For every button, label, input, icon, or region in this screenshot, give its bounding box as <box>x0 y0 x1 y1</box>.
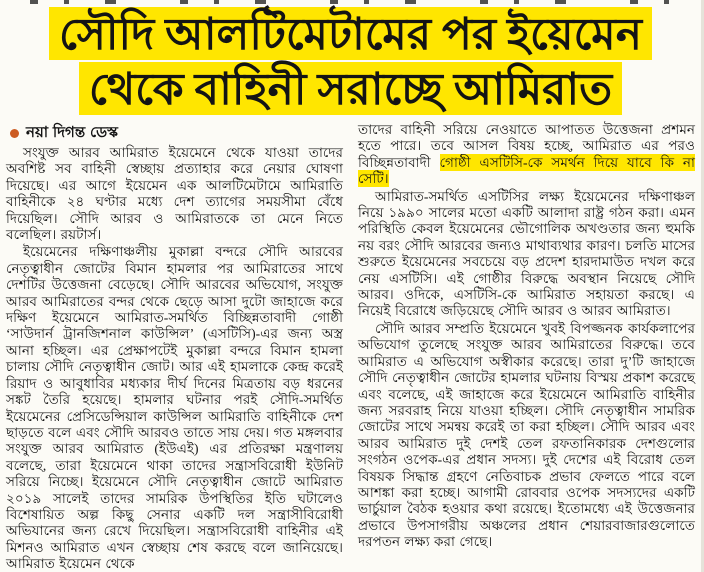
byline-label: নয়া দিগন্ত ডেস্ক <box>26 124 118 141</box>
paragraph-continued <box>358 122 695 188</box>
paragraph: সংযুক্ত আরব আমিরাত ইয়েমেনে থেকে যাওয়া তাদের অবশিষ্ট সব বাহিনী স্বেচ্ছায় প্রত্যাহার করে নেয়ার ঘোষণা দিয়েছে। এর আগে ইয়েমেন এক আলটিমেটামে আমিরাতি বাহিনীকে ২৪ ঘণ্টার মধ্যে দেশ ত্যাগের সময়সীমা বেঁধে দিয়েছিল। সৌদি আরব ও আমিরাতকে তা মেনে নিতে বলেছিল। রয়টার্স। <box>6 145 343 243</box>
cropped-text-artifact <box>0 0 701 4</box>
headline-line-1 <box>0 7 701 62</box>
headline-line-2 <box>0 62 701 117</box>
article-body <box>0 120 701 572</box>
byline-bullet-icon <box>10 129 19 138</box>
byline <box>10 124 343 142</box>
headline-highlight-2: থেকে বাহিনী সরাচ্ছে আমিরাত <box>79 62 622 115</box>
highlighted-sentence: গোষ্ঠী এসটিসি-কে সমর্থন দিয়ে যাবে কি না সেটি। <box>358 154 695 187</box>
paragraph: আমিরাত-সমর্থিত এসটিসির লক্ষ্য ইয়েমেনের দক্ষিণাঞ্চল নিয়ে ১৯৯০ সালের মতো একটি আলাদা রাষ্ট্র গঠন করা। এমন পরিস্থিতি কেবল ইয়েমেনের ভৌগোলিক অখণ্ডতার জন্য হুমকি নয় বরং সৌদি আরবের জন্যও মাথাব্যথার কারণ। চলতি মাসের শুরুতে ইয়েমেনের সবচেয়ে বড় প্রদেশ হারদামাউত দখল করে নেয় এসটিসি। এই গোষ্ঠীর বিরুদ্ধে অবস্থান নিয়েছে সৌদি আরব। ওদিকে, এসটিসি-কে আমিরাত সহায়তা করছে। এ নিয়েই বিরোধে জড়িয়েছে সৌদি আরব ও আরব আমিরাত। <box>358 188 695 319</box>
paragraph: ইয়েমেনের দক্ষিণাঞ্চলীয় মুকাল্লা বন্দরে সৌদি আরবের নেতৃত্বাধীন জোটের বিমান হামলার পর আমিরাতের সাথে দেশটির উত্তেজনা বেড়েছে। সৌদি আরবের অভিযোগ, সংযুক্ত আরব আমিরাতের বন্দর থেকে ছেড়ে আসা দুটো জাহাজে করে দক্ষিণ ইয়েমেনে আমিরাত-সমর্থিত বিচ্ছিন্নতাবাদী গোষ্ঠী ‘সাউদার্ন ট্রানজিশনাল কাউন্সিল’ (এসটিসি)-এর জন্য অস্ত্র আনা হচ্ছিল। এর প্রেক্ষাপটেই মুকাল্লা বন্দরে বিমান হামলা চালায় সৌদি নেতৃত্বাধীন জোট। আর এই হামলাকে কেন্দ্র করেই রিয়াদ ও আবুধাবির মধ্যকার দীর্ঘ দিনের মিত্রতায় বড় ধরনের সঙ্কট তৈরি হয়েছে। হামলার ঘটনার পরই সৌদি-সমর্থিত ইয়েমেনের প্রেসিডেন্সিয়াল কাউন্সিল আমিরাতি বাহিনীকে দেশ ছাড়তে বলে এবং সৌদি আরবও তাতে সায় দেয়। গত মঙ্গলবার সংযুক্ত আরব আমিরাত (ইউএই) এর প্রতিরক্ষা মন্ত্রণালয় বলেছে, তারা ইয়েমেনে থাকা তাদের সন্ত্রাসবিরোধী ইউনিট সরিয়ে নিচ্ছে। ইয়েমেনে সৌদি নেতৃত্বাধীন জোটে আমিরাত ২০১৯ সালেই তাদের সামরিক উপস্থিতির ইতি ঘটালেও বিশেষায়িত অল্প কিছু সেনার একটি দল সন্ত্রাসীবিরোধী অভিযানের জন্য রেখে দিয়েছিল। সন্ত্রাসবিরোধী বাহিনীর এই মিশনও আমিরাত এখন স্বেচ্ছায় শেষ করছে বলে জানিয়েছে। আমিরাত ইয়েমেন থেকে <box>6 244 343 572</box>
headline-highlight-1: সৌদি আলটিমেটামের পর ইয়েমেন <box>49 7 652 60</box>
left-column <box>6 122 343 572</box>
right-column <box>358 122 695 572</box>
article-headline <box>0 7 701 117</box>
paragraph-text: তাদের বাহিনী সরিয়ে নেওয়াতে আপাতত উত্তেজনা প্রশমন হতে পারে। তবে আসল বিষয় হচ্ছে, আমিরাত এর পরও বিচ্ছিন্নতাবাদী <box>358 122 695 170</box>
paragraph: সৌদি আরব সম্প্রতি ইয়েমেনে খুবই বিপজ্জনক কার্যকলাপের অভিযোগ তুলেছে সংযুক্ত আরব আমিরাতের বিরুদ্ধে। তবে আমিরাত এ অভিযোগ অস্বীকার করেছে। তারা দু’টি জাহাজে সৌদি নেতৃত্বাধীন জোটের হামলার ঘটনায় বিস্ময় প্রকাশ করেছে এবং বলেছে, এই জাহাজে করে ইয়েমেনে আমিরাতি বাহিনীর জন্য সরবরাহ নিয়ে যাওয়া হচ্ছিল। সৌদি নেতৃত্বাধীন সামরিক জোটের সাথে সমন্বয় করেই তা করা হচ্ছিল। সৌদি আরব এবং আরব আমিরাত দুই দেশই তেল রফতানিকারক দেশগুলোর সংগঠন ওপেক-এর প্রধান সদস্য। দুই দেশের এই বিরোধ তেল বিষয়ক সিদ্ধান্ত গ্রহণে নেতিবাচক প্রভাব ফেলতে পারে বলে আশঙ্কা করা হচ্ছে। আগামী রোববার ওপেক সদস্যদের একটি ভার্চুয়াল বৈঠক হওয়ার কথা রয়েছে। ইতোমধ্যে এই উত্তেজনার প্রভাবে উপসাগরীয় অঞ্চলের প্রধান শেয়ারবাজারগুলোতে দরপতন লক্ষ্য করা গেছে। <box>358 320 695 550</box>
